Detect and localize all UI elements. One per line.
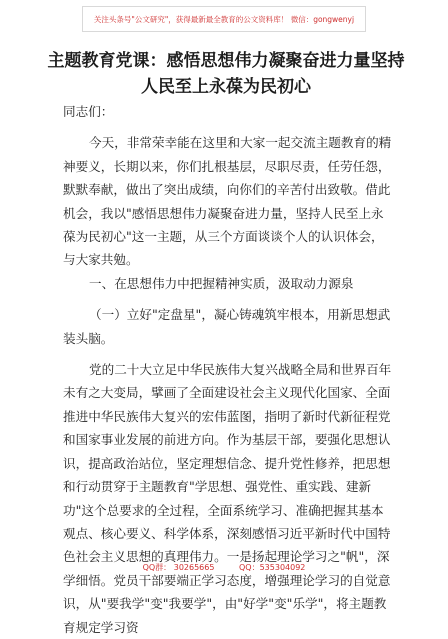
section-heading: 一、在思想伟力中把握精神实质，汲取动力源泉 <box>89 275 354 291</box>
body-paragraph: 党的二十大立足中华民族伟大复兴战略全局和世界百年未有之大变局，擘画了全面建设社会主义现代化国家、全面推进中华民族伟大复兴的宏伟蓝图，指明了新时代新征程党和国家事业发展的前进方向。作为基层干部，要强化思想认识，提高政治站位，坚定理想信念、提升党性修养，把思想和行动贯穿于主题教育"学思想、强党性、重实践、建新功"这个总要求的全过程，全面系统学习、准确把握其基本观点、核心要义、科学体系，深刻感悟习近平新时代中国特色社会主义思想的真理伟力。一是扬起理论学习之"帆"，深学细悟。党员干部要端正学习态度，增强理论学习的自觉意识，从"要我学"变"我要学"，由"好学"变"乐学"，将主题教育规定学习资 <box>63 362 392 635</box>
qq-text: QQ：535304092 <box>239 563 306 572</box>
document-title: 主题教育党课：感悟思想伟力凝聚奋进力量坚持人民至上永葆为民初心 <box>47 51 405 97</box>
footer-contact <box>0 562 448 573</box>
banner-text: 关注头条号"公文研究"，获得最新最全教育的公文资料库！ 微信：gongwenyj <box>93 14 355 24</box>
qq-group-text: QQ群： 30265665 <box>142 563 215 572</box>
subsection-heading: （一）立好"定盘星"，凝心铸魂筑牢根本，用新思想武装头脑。 <box>63 307 391 346</box>
document-body <box>63 100 393 639</box>
intro-paragraph: 今天，非常荣幸能在这里和大家一起交流主题教育的精神要义，长期以来，你们扎根基层，尽职尽责，任劳任怨，默默奉献，做出了突出成绩，向你们的辛苦付出致敬。借此机会，我以"感悟思想伟力凝聚奋进力量，坚持人民至上永葆为民初心"这一主题，从三个方面谈谈个人的认识体会，与大家共勉。 <box>63 135 392 268</box>
greeting: 同志们： <box>63 104 114 119</box>
top-banner <box>82 6 366 32</box>
